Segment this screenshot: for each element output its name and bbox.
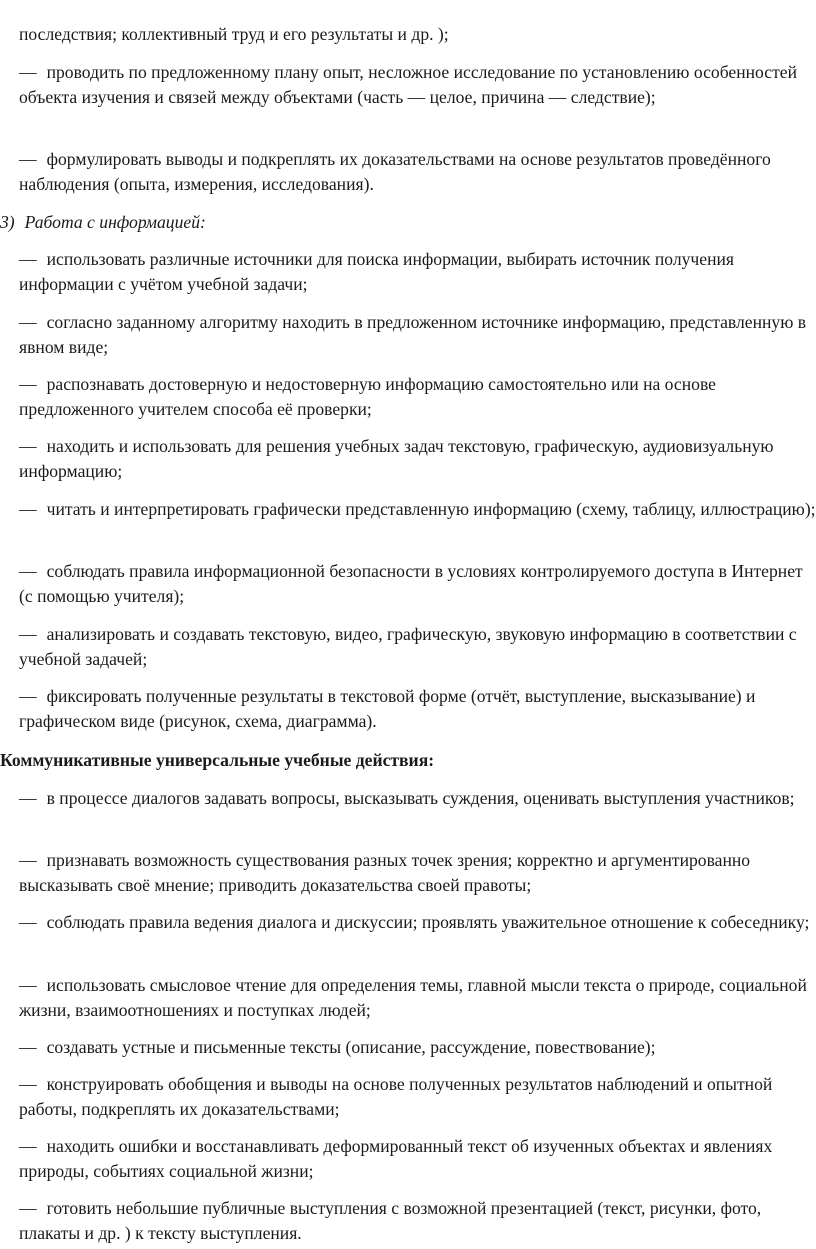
info-section-heading: 3) Работа с информацией: (0, 212, 206, 232)
info-item-4: — находить и использовать для решения учебных задач текстовую, графическую, аудиовизуальную информацию; (19, 436, 774, 481)
info-item-5: — читать и интерпретировать графически представленную информацию (схему, таблицу, иллюстрацию); (19, 499, 816, 519)
info-item-7: — анализировать и создавать текстовую, видео, графическую, звуковую информацию в соответствии с учебной задачей; (19, 624, 797, 669)
research-item-2: — формулировать выводы и подкреплять их доказательствами на основе результатов проведённого наблюдения (опыта, измерения, исследования). (19, 149, 771, 194)
communicative-item-4: — использовать смысловое чтение для определения темы, главной мысли текста о природе, социальной жизни, взаимоотношениях и поступках людей; (19, 975, 807, 1020)
communicative-item-6: — конструировать обобщения и выводы на основе полученных результатов наблюдений и опытной работы, подкреплять их доказательствами; (19, 1074, 773, 1119)
communicative-item-2: — признавать возможность существования разных точек зрения; корректно и аргументированно высказывать своё мнение; приводить доказательства своей правоты; (19, 850, 751, 895)
info-item-8: — фиксировать полученные результаты в текстовой форме (отчёт, выступление, высказывание) и графическом виде (рисунок, схема, диаграмма). (19, 686, 756, 731)
communicative-item-3: — соблюдать правила ведения диалога и дискуссии; проявлять уважительное отношение к собеседнику; (19, 912, 810, 932)
info-item-1: — использовать различные источники для поиска информации, выбирать источник получения информации с учётом учебной задачи; (19, 249, 735, 294)
continuation-line: последствия; коллективный труд и его результаты и др. ); (19, 24, 449, 44)
info-item-2: — согласно заданному алгоритму находить в предложенном источнике информацию, представленную в явном виде; (19, 312, 807, 357)
communicative-item-8: — готовить небольшие публичные выступления с возможной презентацией (текст, рисунки, фото, плакаты и др. ) к тексту выступления. (19, 1198, 762, 1243)
info-item-3: — распознавать достоверную и недостоверную информацию самостоятельно или на основе предложенного учителем способа её проверки; (19, 374, 716, 419)
info-item-6: — соблюдать правила информационной безопасности в условиях контролируемого доступа в Интернет (с помощью учителя); (19, 561, 803, 606)
communicative-item-1: — в процессе диалогов задавать вопросы, высказывать суждения, оценивать выступления участников; (19, 788, 795, 808)
communicative-item-7: — находить ошибки и восстанавливать деформированный текст об изученных объектах и явлениях природы, событиях социальной жизни; (19, 1136, 773, 1181)
communicative-item-5: — создавать устные и письменные тексты (описание, рассуждение, повествование); (19, 1037, 656, 1057)
communicative-heading: Коммуникативные универсальные учебные действия: (0, 750, 435, 770)
research-item-1: — проводить по предложенному плану опыт, несложное исследование по установлению особенностей объекта изучения и связей между объектами (часть — целое, причина — следствие); (19, 62, 798, 107)
